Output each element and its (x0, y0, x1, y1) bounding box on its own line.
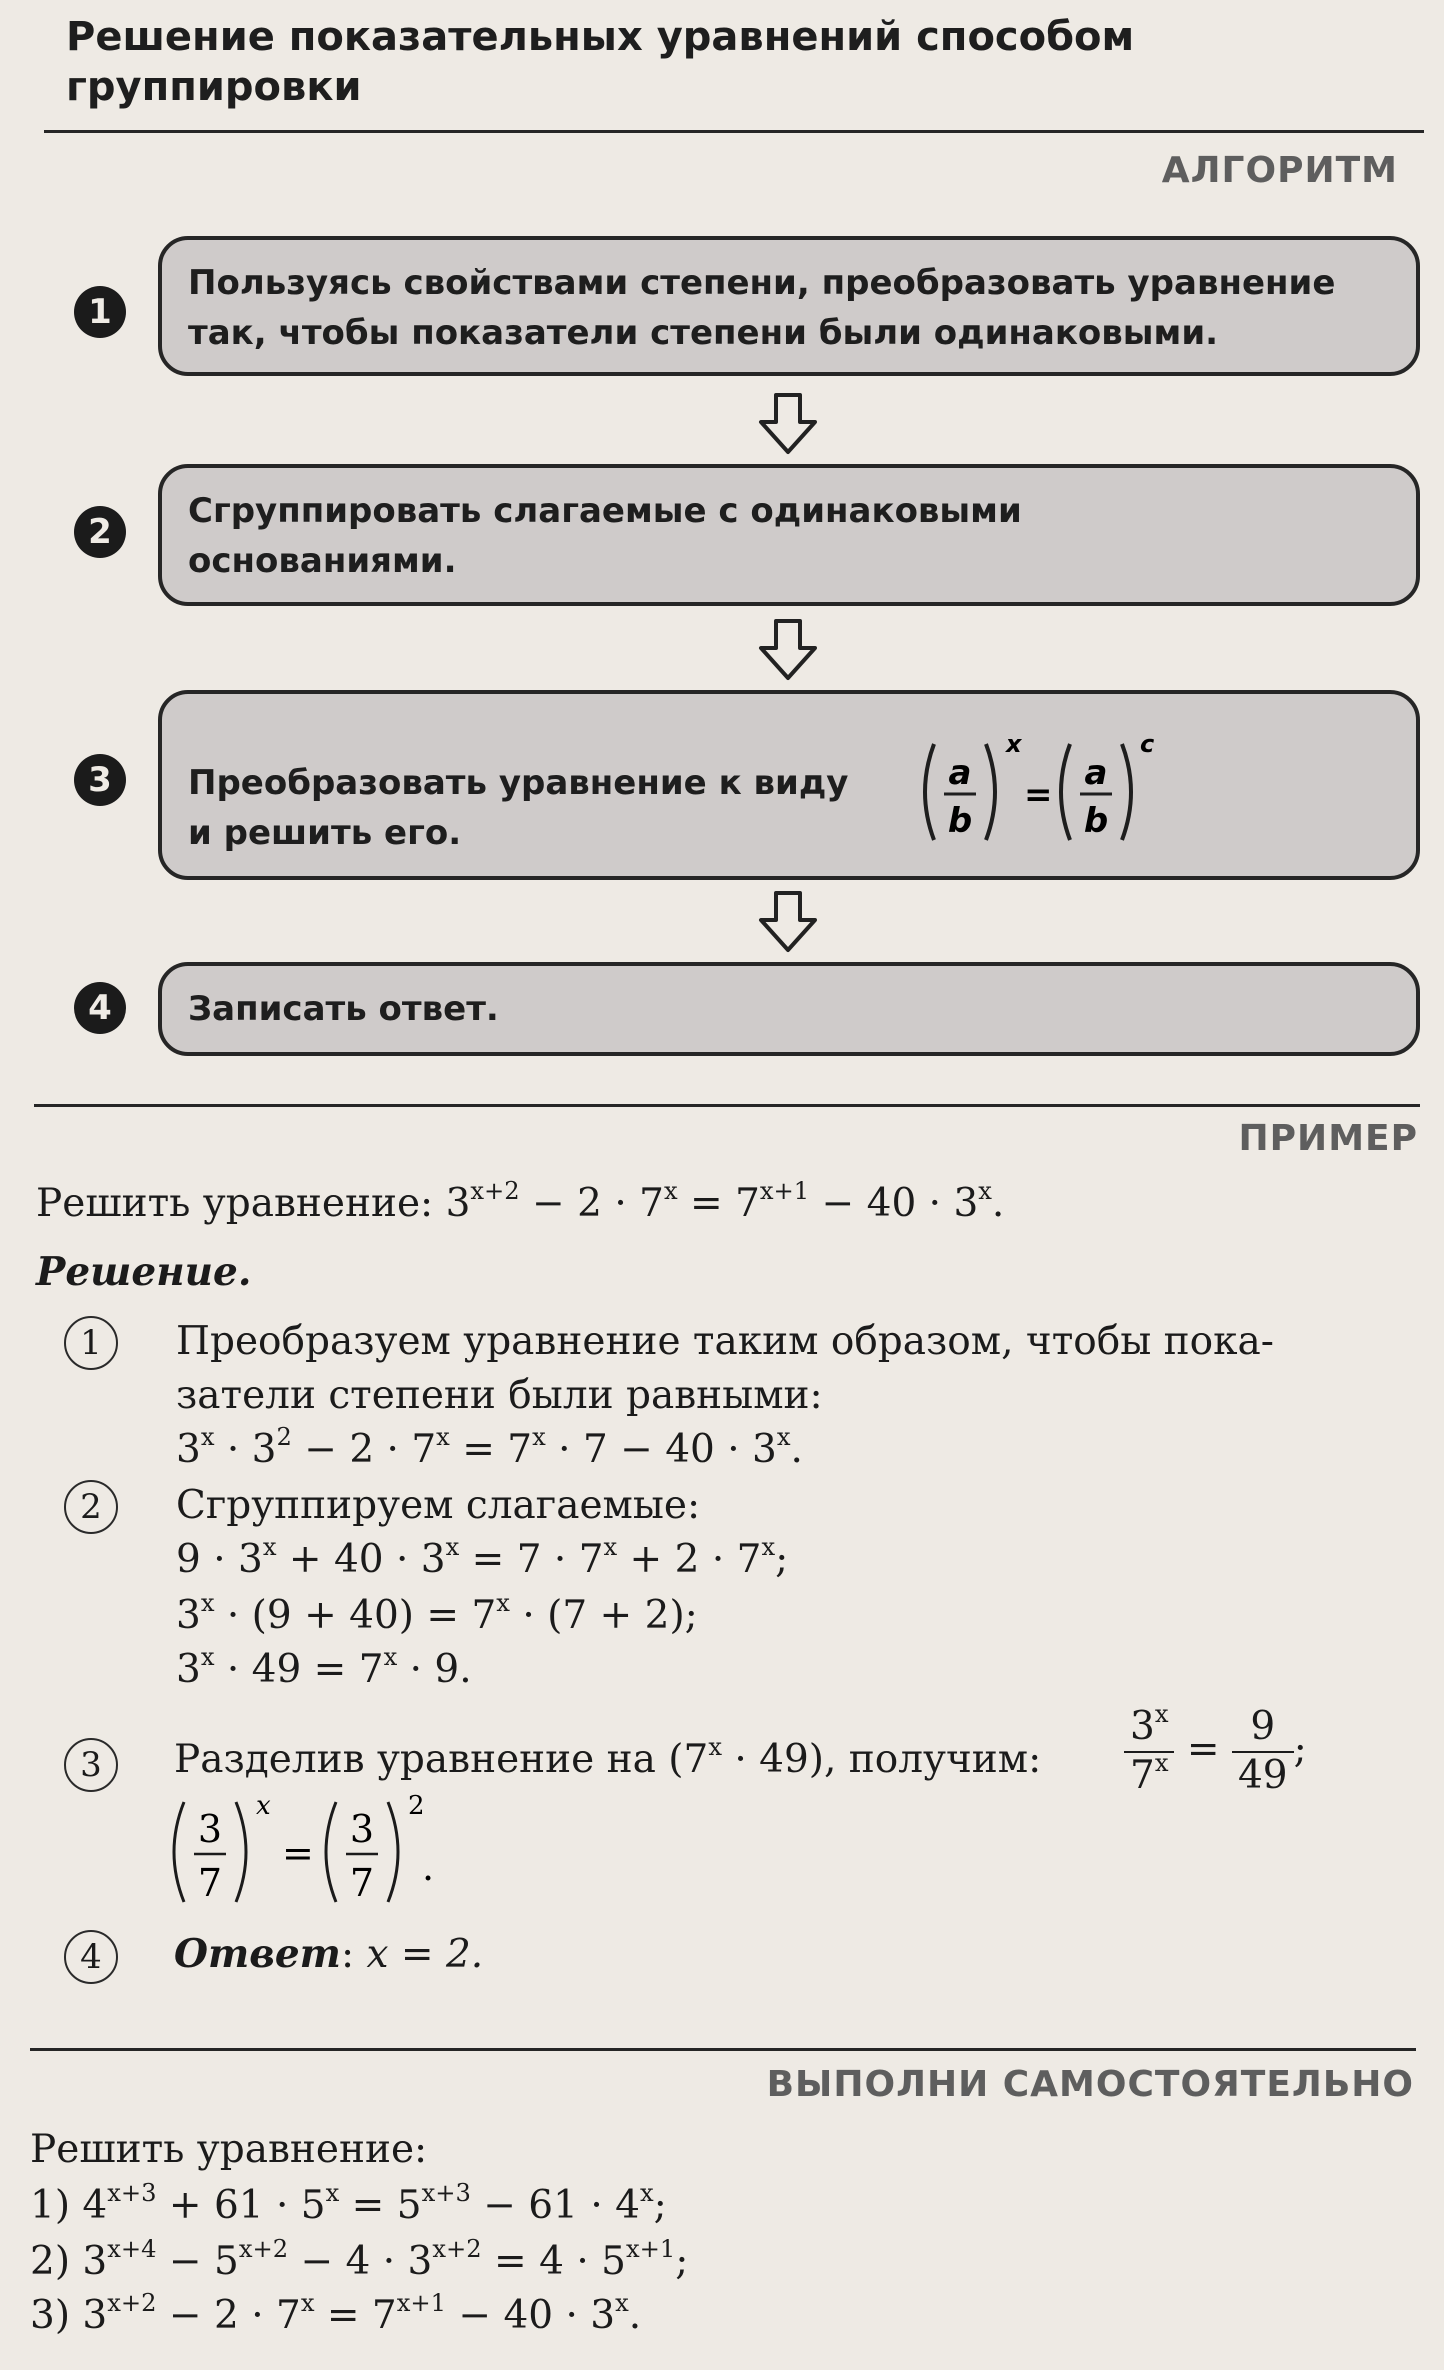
step1-text: затели степени были равными: (176, 1373, 823, 1418)
step3-fraction: $\frac{3^x}{7^x}$ = $\frac{9}{49}$ ; (1124, 1704, 1307, 1800)
step2-line: $3^x \cdot 49 = 7^x \cdot 9$. (176, 1643, 472, 1692)
page-title: Решение показательных уравнений способом группировки (66, 14, 1135, 110)
answer-label: Ответ (174, 1931, 341, 1977)
algorithm-step-box (158, 962, 1420, 1056)
step3-power-formula (166, 1784, 466, 1914)
svg-text:7: 7 (349, 1861, 375, 1905)
answer-value: x = 2. (366, 1932, 484, 1977)
algorithm-step-box (158, 690, 1420, 880)
step1-text: Преобразуем уравнение таким образом, чтобы пока- (176, 1319, 1274, 1364)
svg-text:2: 2 (408, 1791, 425, 1821)
title-divider (44, 130, 1424, 133)
svg-text:b: b (1083, 801, 1109, 841)
self-item: 3) $3^{x+2} - 2 \cdot 7^x = 7^{x+1} - 40 \cdot 3^x$. (30, 2289, 642, 2338)
self-label: ВЫПОЛНИ САМОСТОЯТЕЛЬНО (766, 2064, 1414, 2105)
algorithm-step-text: Преобразовать уравнение к виду (188, 763, 849, 803)
example-divider (34, 1104, 1420, 1107)
arrow-down-icon (758, 392, 818, 456)
self-item: 1) $4^{x+3} + 61 \cdot 5^x = 5^{x+3} - 61 \cdot 4^x$; (30, 2179, 667, 2228)
algorithm-step-number: 4 (74, 982, 126, 1034)
algorithm-step-text-2: и решить его. (188, 813, 462, 853)
svg-text:3: 3 (349, 1807, 375, 1851)
algorithm-step-text: Сгруппировать слагаемые с одинаковыми основаниями. (188, 491, 1022, 581)
algorithm-step-box (158, 464, 1420, 606)
svg-text:3: 3 (197, 1807, 223, 1851)
svg-text:a: a (1084, 753, 1108, 793)
solution-label: Решение. (36, 1249, 252, 1295)
step-circle-number: 4 (64, 1930, 118, 1984)
svg-text:=: = (282, 1831, 314, 1875)
algorithm-step-number: 2 (74, 506, 126, 558)
svg-text:b: b (947, 801, 973, 841)
algorithm-step-number: 1 (74, 286, 126, 338)
algorithm-step-box (158, 236, 1420, 376)
svg-text:c: c (1140, 730, 1155, 758)
algorithm-step-number: 3 (74, 754, 126, 806)
example-label: ПРИМЕР (1238, 1118, 1418, 1159)
step3-text: Разделив уравнение на $(7^x \cdot 49)$, получим: (174, 1733, 1042, 1782)
algorithm-label: АЛГОРИТМ (1161, 150, 1398, 191)
arrow-down-icon (758, 890, 818, 954)
svg-text:a: a (948, 753, 972, 793)
step-circle-number: 1 (64, 1316, 118, 1370)
step-circle-number: 2 (64, 1480, 118, 1534)
self-divider (30, 2048, 1416, 2051)
arrow-down-icon (758, 618, 818, 682)
step2-line: $9 \cdot 3^x + 40 \cdot 3^x = 7 \cdot 7^x + 2 \cdot 7^x$; (176, 1533, 789, 1582)
step-circle-number: 3 (64, 1738, 118, 1792)
step1-formula: $3^x \cdot 3^2 - 2 \cdot 7^x = 7^x \cdot 7 - 40 \cdot 3^x$. (176, 1423, 803, 1472)
answer-line: Ответ: x = 2. (174, 1931, 484, 1977)
step2-line: $3^x \cdot (9 + 40) = 7^x \cdot (7 + 2)$; (176, 1589, 698, 1638)
algorithm-step-text: Пользуясь свойствами степени, преобразовать уравнение так, чтобы показатели степени были одинаковыми. (188, 263, 1336, 353)
step2-text: Сгруппируем слагаемые: (176, 1483, 701, 1528)
svg-text:.: . (422, 1845, 435, 1889)
svg-text:=: = (1024, 775, 1053, 815)
algorithm-step-text: Записать ответ. (188, 989, 499, 1029)
self-task: Решить уравнение: (30, 2127, 428, 2172)
svg-text:x: x (256, 1791, 271, 1821)
svg-text:x: x (1006, 730, 1022, 758)
self-item: 2) $3^{x+4} - 5^{x+2} - 4 \cdot 3^{x+2} = 4 \cdot 5^{x+1}$; (30, 2235, 689, 2284)
svg-text:7: 7 (197, 1861, 223, 1905)
example-task: Решить уравнение: $3^{x+2} - 2 \cdot 7^x = 7^{x+1} - 40 \cdot 3^x$. (36, 1177, 1005, 1226)
